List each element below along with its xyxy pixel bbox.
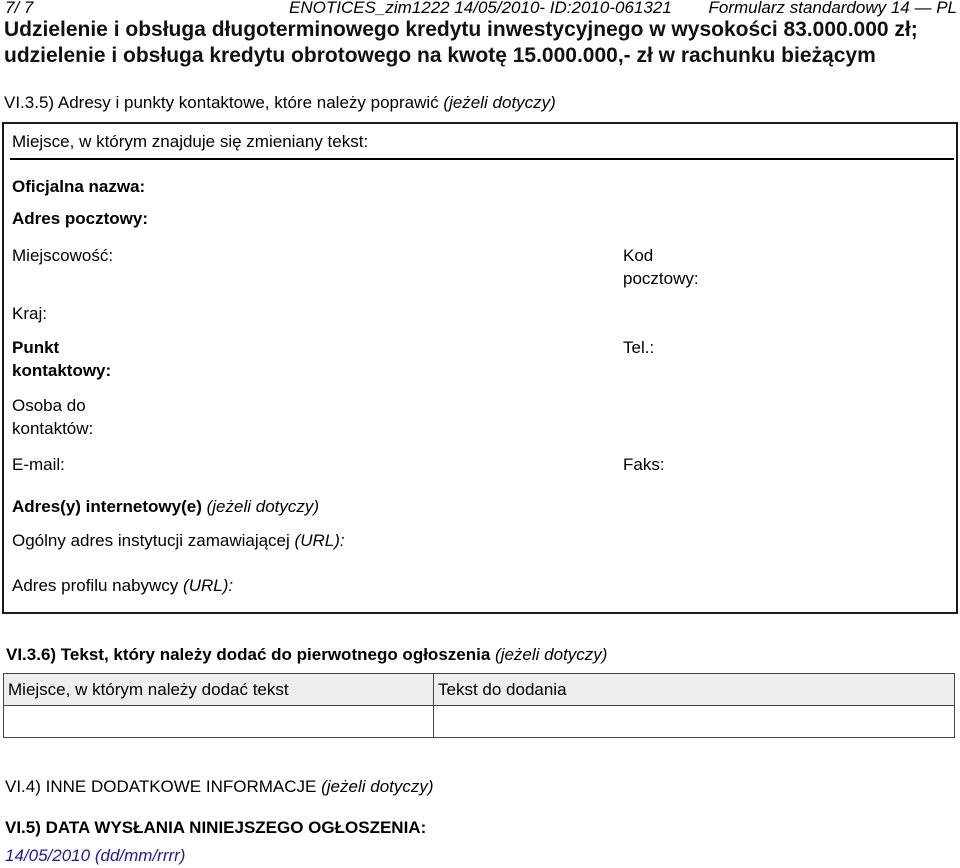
official-name-label: Oficjalna nazwa:: [12, 177, 146, 196]
internet-addresses-heading: [12, 495, 319, 518]
contact-person-label: Osoba do kontaktów:: [12, 396, 94, 438]
notice-reference: ENOTICES_zim1222 14/05/2010- ID:2010-061321: [289, 0, 672, 17]
dispatch-date-value: 14/05/2010: [5, 846, 91, 865]
contact-point-label: Punkt kontaktowy:: [12, 338, 112, 380]
buyer-profile-label: [12, 574, 233, 597]
buyer-profile-url-tag: (URL):: [183, 576, 234, 595]
section-vi36-note: (jeżeli dotyczy): [495, 645, 608, 664]
internet-addresses-title: Adres(y) internetowy(e): [12, 497, 202, 516]
table-cell-place: [4, 706, 434, 737]
email-label: E-mail:: [12, 455, 65, 474]
fax-label: Faks:: [623, 455, 665, 474]
postal-address-label: Adres pocztowy:: [12, 209, 149, 228]
general-address-text: Ogólny adres instytucji zamawiającej: [12, 531, 290, 550]
internet-addresses-note: (jeżeli dotyczy): [206, 497, 320, 516]
section-vi36-heading: [6, 645, 607, 665]
dispatch-date-format: (dd/mm/rrrr): [94, 846, 186, 865]
column-header-place: Miejsce, w którym należy dodać tekst: [4, 674, 434, 706]
dispatch-date: [5, 846, 185, 866]
section-vi36-title: VI.3.6) Tekst, który należy dodać do pierwotnego ogłoszenia: [6, 645, 491, 664]
column-header-text: Tekst do dodania: [434, 674, 954, 706]
section-vi5-heading: VI.5) DATA WYSŁANIA NINIEJSZEGO OGŁOSZENIA:: [5, 818, 427, 837]
table-cell-text: [434, 706, 954, 737]
general-address-label: [12, 529, 345, 552]
divider-line: [10, 158, 954, 160]
buyer-profile-text: Adres profilu nabywcy: [12, 576, 179, 595]
city-label: Miejscowość:: [12, 246, 114, 265]
section-vi35-title: VI.3.5) Adresy i punkty kontaktowe, które należy poprawić: [4, 93, 439, 112]
general-address-url-tag: (URL):: [294, 531, 345, 550]
section-vi35-note: (jeżeli dotyczy): [443, 93, 556, 112]
phone-label: Tel.:: [623, 338, 655, 357]
postal-code-label: Kod pocztowy:: [623, 246, 699, 288]
section-vi4-note: (jeżeli dotyczy): [321, 777, 434, 796]
document-title: Udzielenie i obsługa długoterminowego kredytu inwestycyjnego w wysokości 83.000.000 zł; udzielenie i obsługa kredytu obrotowego na kwotę 15.000.000,- zł w rachunku bieżącym: [4, 18, 918, 67]
page-header: [5, 0, 957, 18]
section-vi4-heading: [5, 777, 434, 797]
text-to-add-table: [3, 673, 955, 738]
section-vi35-heading: [4, 93, 560, 113]
form-name: Formularz standardowy 14 — PL: [708, 0, 957, 17]
place-label: Miejsce, w którym znajduje się zmieniany tekst:: [12, 132, 369, 151]
page-number: 7/ 7: [5, 0, 34, 17]
section-vi4-title: VI.4) INNE DODATKOWE INFORMACJE: [5, 777, 317, 796]
contact-points-box: [2, 122, 958, 614]
country-label: Kraj:: [12, 304, 47, 323]
